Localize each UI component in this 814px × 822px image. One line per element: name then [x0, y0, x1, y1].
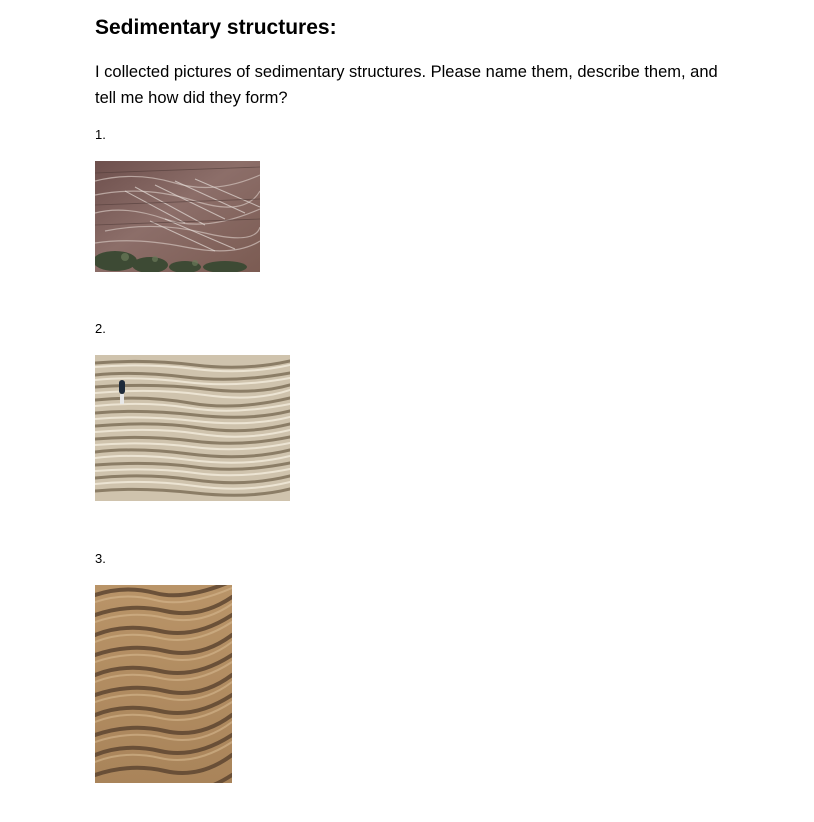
- ripple-marks-photo: [95, 355, 290, 501]
- item-number-1: 1.: [95, 127, 106, 142]
- cross-bedding-image: [95, 161, 260, 272]
- wind-ripples-image: [95, 585, 232, 783]
- wind-ripples-photo: [95, 585, 232, 783]
- item-number-2: 2.: [95, 321, 106, 336]
- cross-bedding-photo: [95, 161, 260, 272]
- intro-paragraph: I collected pictures of sedimentary structures. Please name them, describe them, and tell me how did they form?: [95, 63, 718, 107]
- item-number-3: 3.: [95, 551, 106, 566]
- document-title: Sedimentary structures:: [95, 16, 337, 39]
- ripple-marks-image: [95, 355, 290, 501]
